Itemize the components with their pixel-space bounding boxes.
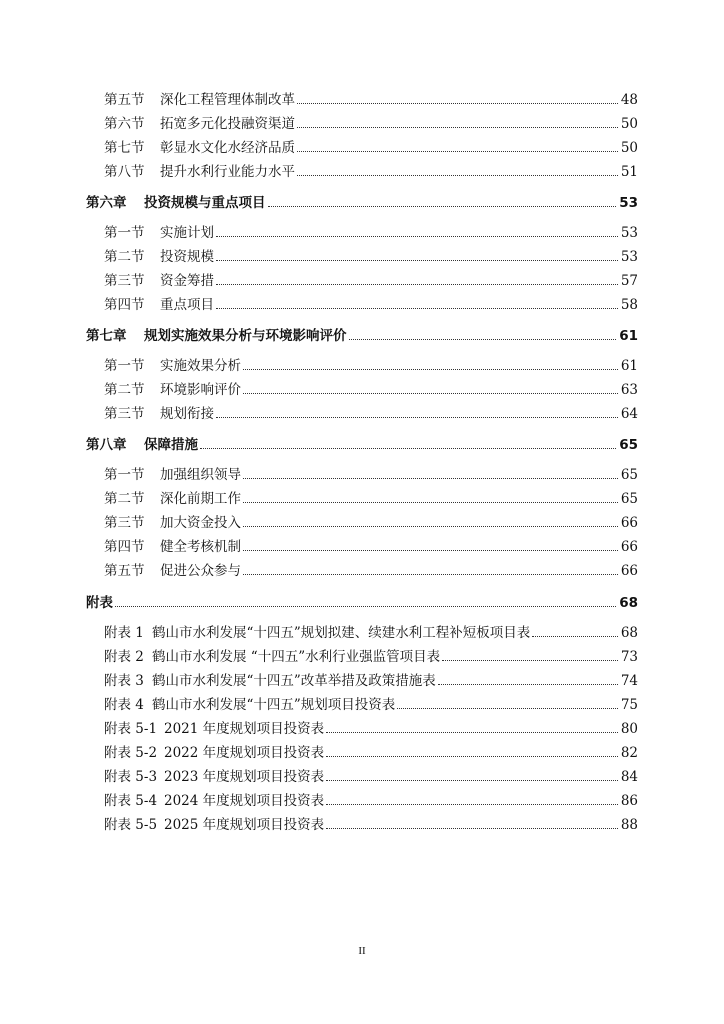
- section-number: 第二节: [104, 491, 145, 507]
- appendix-table-title: 鹤山市水利发展“十四五”改革举措及政策措施表: [152, 673, 436, 689]
- toc-entry-section[interactable]: [104, 533, 638, 555]
- section-number: 第三节: [104, 273, 145, 289]
- appendix-table-number: 附表 5-1: [104, 721, 158, 737]
- page-number: 68: [620, 625, 638, 641]
- section-title: 重点项目: [160, 297, 214, 313]
- page-number: 51: [620, 164, 638, 180]
- appendix-table-title: 鹤山市水利发展 “十四五”水利行业强监管项目表: [152, 649, 441, 665]
- dot-leader: [243, 369, 618, 370]
- section-number: 第八节: [104, 164, 145, 180]
- section-title: 促进公众参与: [160, 563, 241, 579]
- page-number: 53: [620, 225, 638, 241]
- page-number: 64: [620, 406, 638, 422]
- section-number: 第二节: [104, 382, 145, 398]
- toc-entry-appendix-table[interactable]: [104, 811, 638, 833]
- dot-leader: [243, 478, 618, 479]
- toc-entry-section[interactable]: [104, 243, 638, 265]
- appendix-table-title: 2024 年度规划项目投资表: [164, 793, 325, 809]
- page-number: 65: [619, 437, 638, 453]
- section-number: 第一节: [104, 225, 145, 241]
- section-number: 第五节: [104, 92, 145, 108]
- toc-entry-appendix-table[interactable]: [104, 667, 638, 689]
- dot-leader: [326, 780, 618, 781]
- toc-entry-section[interactable]: [104, 557, 638, 579]
- appendix-table-number: 附表 5-2: [104, 745, 158, 761]
- section-title: 彰显水文化水经济品质: [160, 140, 295, 156]
- dot-leader: [297, 127, 618, 128]
- page-number: 80: [620, 721, 638, 737]
- toc-entry-appendix[interactable]: [86, 589, 638, 611]
- dot-leader: [442, 660, 618, 661]
- toc-entry-section[interactable]: [104, 110, 638, 132]
- page-number: 82: [620, 745, 638, 761]
- dot-leader: [216, 260, 618, 261]
- appendix-table-number: 附表 4: [104, 697, 144, 713]
- dot-leader: [397, 708, 618, 709]
- toc-entry-section[interactable]: [104, 485, 638, 507]
- page-number: 50: [620, 140, 638, 156]
- appendix-table-title: 2022 年度规划项目投资表: [164, 745, 325, 761]
- dot-leader: [243, 574, 618, 575]
- appendix-table-title: 鹤山市水利发展“十四五”规划项目投资表: [152, 697, 396, 713]
- section-number: 第七节: [104, 140, 145, 156]
- dot-leader: [349, 339, 617, 340]
- section-title: 健全考核机制: [160, 539, 241, 555]
- toc-entry-appendix-table[interactable]: [104, 691, 638, 713]
- appendix-table-number: 附表 5-3: [104, 769, 158, 785]
- page-number: 53: [620, 249, 638, 265]
- section-title: 拓宽多元化投融资渠道: [160, 116, 295, 132]
- dot-leader: [326, 732, 618, 733]
- appendix-table-number: 附表 1: [104, 625, 144, 641]
- section-title: 投资规模: [160, 249, 214, 265]
- section-title: 实施计划: [160, 225, 214, 241]
- page-number: 65: [620, 491, 638, 507]
- dot-leader: [326, 828, 618, 829]
- dot-leader: [243, 502, 618, 503]
- toc-entry-appendix-table[interactable]: [104, 715, 638, 737]
- page-number: 61: [619, 328, 638, 344]
- section-number: 第三节: [104, 406, 145, 422]
- page-number: 66: [620, 539, 638, 555]
- page-number: 63: [620, 382, 638, 398]
- appendix-table-number: 附表 2: [104, 649, 144, 665]
- chapter-title: 规划实施效果分析与环境影响评价: [144, 328, 347, 344]
- page-number: 50: [620, 116, 638, 132]
- chapter-number: 第六章: [86, 195, 127, 211]
- page-number: 88: [620, 817, 638, 833]
- chapter-number: 第八章: [86, 437, 127, 453]
- page-number: 86: [620, 793, 638, 809]
- page-number: 48: [620, 92, 638, 108]
- toc-entry-section[interactable]: [104, 134, 638, 156]
- dot-leader: [297, 175, 618, 176]
- dot-leader: [297, 103, 618, 104]
- dot-leader: [243, 550, 618, 551]
- appendix-table-number: 附表 5-4: [104, 793, 158, 809]
- page-number: 74: [620, 673, 638, 689]
- toc-entry-section[interactable]: [104, 461, 638, 483]
- page-number: 58: [620, 297, 638, 313]
- chapter-title: 投资规模与重点项目: [144, 195, 266, 211]
- section-title: 实施效果分析: [160, 358, 241, 374]
- section-title: 深化工程管理体制改革: [160, 92, 295, 108]
- section-number: 第二节: [104, 249, 145, 265]
- section-number: 第四节: [104, 297, 145, 313]
- dot-leader: [326, 756, 618, 757]
- section-title: 环境影响评价: [160, 382, 241, 398]
- toc-entry-section[interactable]: [104, 158, 638, 180]
- section-title: 加强组织领导: [160, 467, 241, 483]
- page-number: 66: [620, 563, 638, 579]
- section-number: 第四节: [104, 539, 145, 555]
- dot-leader: [216, 417, 618, 418]
- dot-leader: [115, 606, 616, 607]
- toc-entry-section[interactable]: [104, 376, 638, 398]
- toc-entry-chapter[interactable]: [86, 189, 638, 211]
- toc-entry-section[interactable]: [104, 291, 638, 313]
- page-number: 65: [620, 467, 638, 483]
- appendix-table-title: 2021 年度规划项目投资表: [164, 721, 325, 737]
- dot-leader: [297, 151, 618, 152]
- toc-entry-appendix-table[interactable]: [104, 619, 638, 641]
- toc-entry-section[interactable]: [104, 509, 638, 531]
- toc-entry-section[interactable]: [104, 86, 638, 108]
- section-title: 加大资金投入: [160, 515, 241, 531]
- dot-leader: [243, 526, 618, 527]
- dot-leader: [268, 206, 617, 207]
- page-number: 68: [619, 595, 638, 611]
- dot-leader: [438, 684, 618, 685]
- toc-entry-section[interactable]: [104, 267, 638, 289]
- section-number: 第六节: [104, 116, 145, 132]
- section-title: 深化前期工作: [160, 491, 241, 507]
- toc-entry-section[interactable]: [104, 400, 638, 422]
- page-number: 57: [620, 273, 638, 289]
- dot-leader: [200, 448, 616, 449]
- appendix-title: 附表: [86, 595, 113, 611]
- dot-leader: [216, 236, 618, 237]
- appendix-table-number: 附表 5-5: [104, 817, 158, 833]
- section-number: 第五节: [104, 563, 145, 579]
- toc-entry-section[interactable]: [104, 219, 638, 241]
- section-number: 第一节: [104, 467, 145, 483]
- chapter-title: 保障措施: [144, 437, 198, 453]
- page-number: 66: [620, 515, 638, 531]
- appendix-table-title: 2025 年度规划项目投资表: [164, 817, 325, 833]
- toc-entry-appendix-table[interactable]: [104, 763, 638, 785]
- section-number: 第三节: [104, 515, 145, 531]
- toc-entry-appendix-table[interactable]: [104, 739, 638, 761]
- dot-leader: [532, 636, 618, 637]
- appendix-table-number: 附表 3: [104, 673, 144, 689]
- section-number: 第一节: [104, 358, 145, 374]
- page-number: 73: [620, 649, 638, 665]
- section-title: 规划衔接: [160, 406, 214, 422]
- dot-leader: [326, 804, 618, 805]
- dot-leader: [216, 308, 618, 309]
- page-number: 84: [620, 769, 638, 785]
- dot-leader: [243, 393, 618, 394]
- toc-entry-section[interactable]: [104, 352, 638, 374]
- toc-entry-chapter[interactable]: [86, 431, 638, 453]
- section-title: 资金筹措: [160, 273, 214, 289]
- appendix-table-title: 鹤山市水利发展“十四五”规划拟建、续建水利工程补短板项目表: [152, 625, 531, 641]
- toc-entry-appendix-table[interactable]: [104, 787, 638, 809]
- toc-entry-chapter[interactable]: [86, 322, 638, 344]
- section-title: 提升水利行业能力水平: [160, 164, 295, 180]
- page-number: 61: [620, 358, 638, 374]
- toc-entry-appendix-table[interactable]: [104, 643, 638, 665]
- page-number: 53: [619, 195, 638, 211]
- page-footer-number: II: [358, 945, 366, 957]
- chapter-number: 第七章: [86, 328, 127, 344]
- dot-leader: [216, 284, 618, 285]
- page-number: 75: [620, 697, 638, 713]
- appendix-table-title: 2023 年度规划项目投资表: [164, 769, 325, 785]
